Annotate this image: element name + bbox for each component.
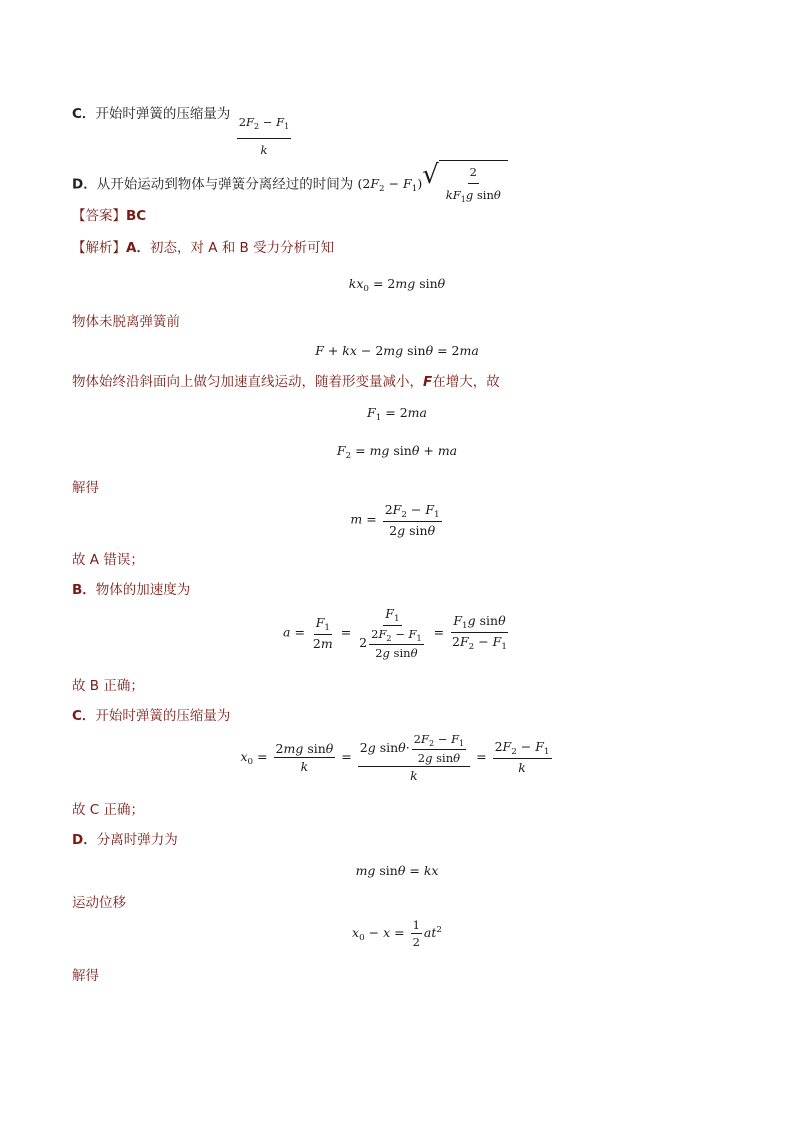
equation-8: mg sinθ = kx (355, 863, 439, 878)
option-c-formula: $\frac{2F_2 - F_1}{k}$ (237, 112, 292, 160)
option-c (72, 104, 293, 160)
option-d-letter: D． (72, 176, 97, 193)
answer-label: 【答案】 (72, 208, 126, 224)
equation-4: $F_2$ = mg sinθ + ma (336, 443, 458, 462)
part-d-text: 分离时弹力为 (96, 832, 178, 848)
option-c-letter: C． (72, 106, 96, 122)
analysis-part-a: A． (126, 240, 150, 256)
option-d (72, 160, 508, 210)
answer-line (72, 206, 146, 226)
text-b-right: 故 B 正确； (72, 678, 144, 694)
text-displacement: 运动位移 (72, 895, 126, 911)
part-b-label: B． (72, 582, 96, 598)
text-uniform-motion (72, 372, 500, 392)
part-b-text: 物体的加速度为 (95, 582, 191, 598)
uniform-motion-text: 物体始终沿斜面向上做匀加速直线运动，随着形变量减小， (72, 374, 423, 390)
part-c-label: C． (72, 708, 96, 724)
text-before-separation: 物体未脱离弹簧前 (72, 314, 180, 330)
increasing-text: 在增大，故 (432, 374, 500, 390)
text-c-right: 故 C 正确； (72, 802, 145, 818)
answer-value: BC (126, 208, 147, 224)
equation-6: a = $\frac{F_1}{2m}$ = $F_1$ 2 $\frac{2F_2 - F_1}{\text{2g sinθ}}$ = $\frac{F_1g \sin\theta}{2F_2 - F_1}$ (283, 606, 507, 660)
analysis-intro-text: 初态，对 A 和 B 受力分析可知 (149, 240, 335, 256)
equation-7: $x_0$ = $\frac{\text{2mg sinθ}}{k}$ = 2g sinθ· $\frac{2F_2 - F_1}{\text{2g sinθ}}$ k = $\frac{2F_2 - F_1}{k}$ (240, 732, 550, 783)
equation-3: $F_1 = 2ma$ (367, 405, 427, 424)
option-c-text: 开始时弹簧的压缩量为 (95, 106, 231, 122)
part-c-text: 开始时弹簧的压缩量为 (95, 708, 231, 724)
equation-9: $x_0 - x$ = $\frac{1}{2}$ $at^2$ (352, 918, 442, 949)
part-b (72, 580, 190, 600)
text-solve-2: 解得 (72, 968, 99, 984)
equation-2: F + kx − 2mg sinθ = 2ma (315, 343, 479, 358)
part-c (72, 706, 230, 726)
option-d-text: 从开始运动到物体与弹簧分离经过的时间为 (96, 176, 354, 193)
analysis-intro (72, 238, 334, 258)
equation-1: $kx_0 = 2mg$ sinθ (348, 276, 446, 295)
option-d-formula: $(2F_2 - F_1)$ √ $\frac{2}{kF_1g \sin\theta}$ (358, 176, 508, 191)
text-solve: 解得 (72, 480, 99, 496)
analysis-label: 【解析】 (72, 240, 126, 256)
force-symbol: F (423, 374, 433, 390)
equation-5: m = $\frac{2F_2 - F_1}{\text{2g sinθ}}$ (350, 502, 440, 539)
part-d-label: D． (72, 832, 97, 848)
text-a-wrong: 故 A 错误； (72, 552, 144, 568)
part-d (72, 830, 178, 850)
